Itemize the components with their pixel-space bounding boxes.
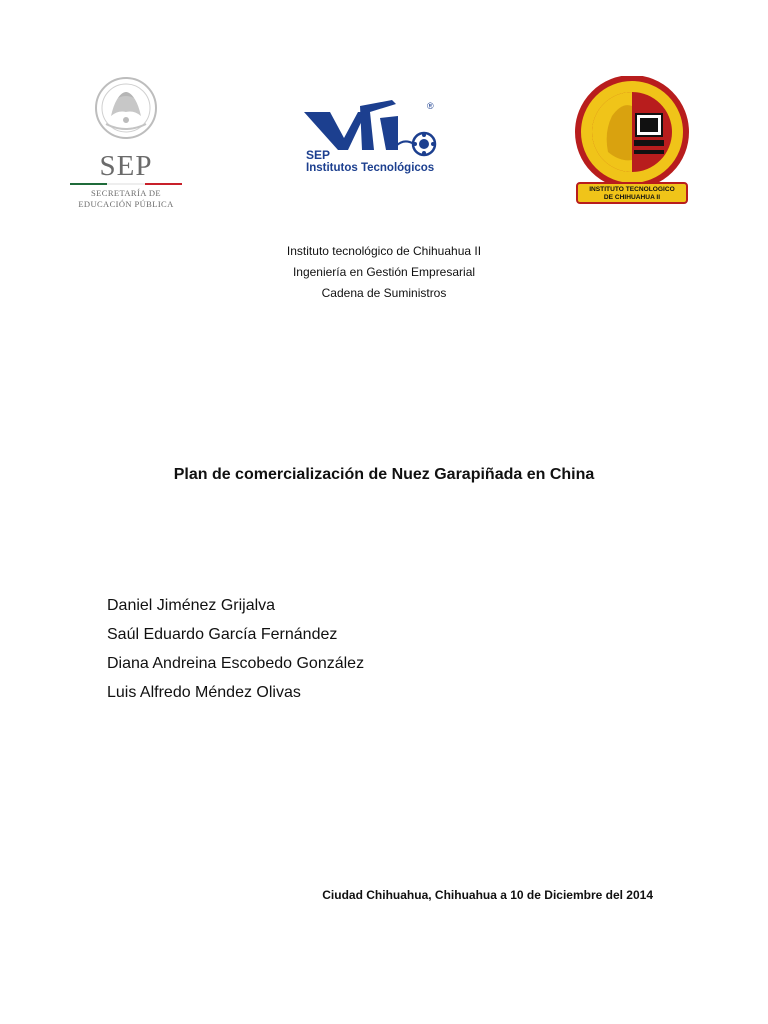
place-and-date: Ciudad Chihuahua, Chihuahua a 10 de Diciembre del 2014 xyxy=(322,888,653,902)
itch-logo xyxy=(568,76,696,208)
registered-mark: ® xyxy=(427,101,434,111)
it-logo-sep-word: SEP xyxy=(306,148,331,162)
author-name: Saúl Eduardo García Fernández xyxy=(107,626,338,643)
mexico-coat-of-arms-icon xyxy=(66,72,186,147)
author-name: Diana Andreina Escobedo González xyxy=(107,655,365,672)
sep-logo xyxy=(66,72,186,212)
author-name: Luis Alfredo Méndez Olivas xyxy=(107,684,301,701)
sep-logo-line2: EDUCACIÓN PÚBLICA xyxy=(78,199,174,209)
it-logo-name: Institutos Tecnológicos xyxy=(306,162,435,174)
institution-name: Instituto tecnológico de Chihuahua II xyxy=(286,244,482,258)
sep-flag-bar xyxy=(70,183,182,185)
itch-emblem-icon xyxy=(568,76,696,188)
author-list xyxy=(107,596,364,712)
degree-program: Ingeniería en Gestión Empresarial xyxy=(292,265,476,279)
itch-banner-line1: INSTITUTO TECNOLOGICO xyxy=(589,186,675,193)
itch-banner-line2: DE CHIHUAHUA II xyxy=(603,194,661,201)
itch-logo-banner xyxy=(576,182,688,204)
course-name: Cadena de Suministros xyxy=(321,286,447,300)
author-name: Daniel Jiménez Grijalva xyxy=(107,597,276,614)
sep-logo-word: SEP xyxy=(99,150,153,182)
document-title: Plan de comercialización de Nuez Garapiñada en China xyxy=(173,466,595,483)
sep-logo-line1: SECRETARÍA DE xyxy=(91,188,161,198)
institutos-tecnologicos-logo xyxy=(300,98,445,183)
